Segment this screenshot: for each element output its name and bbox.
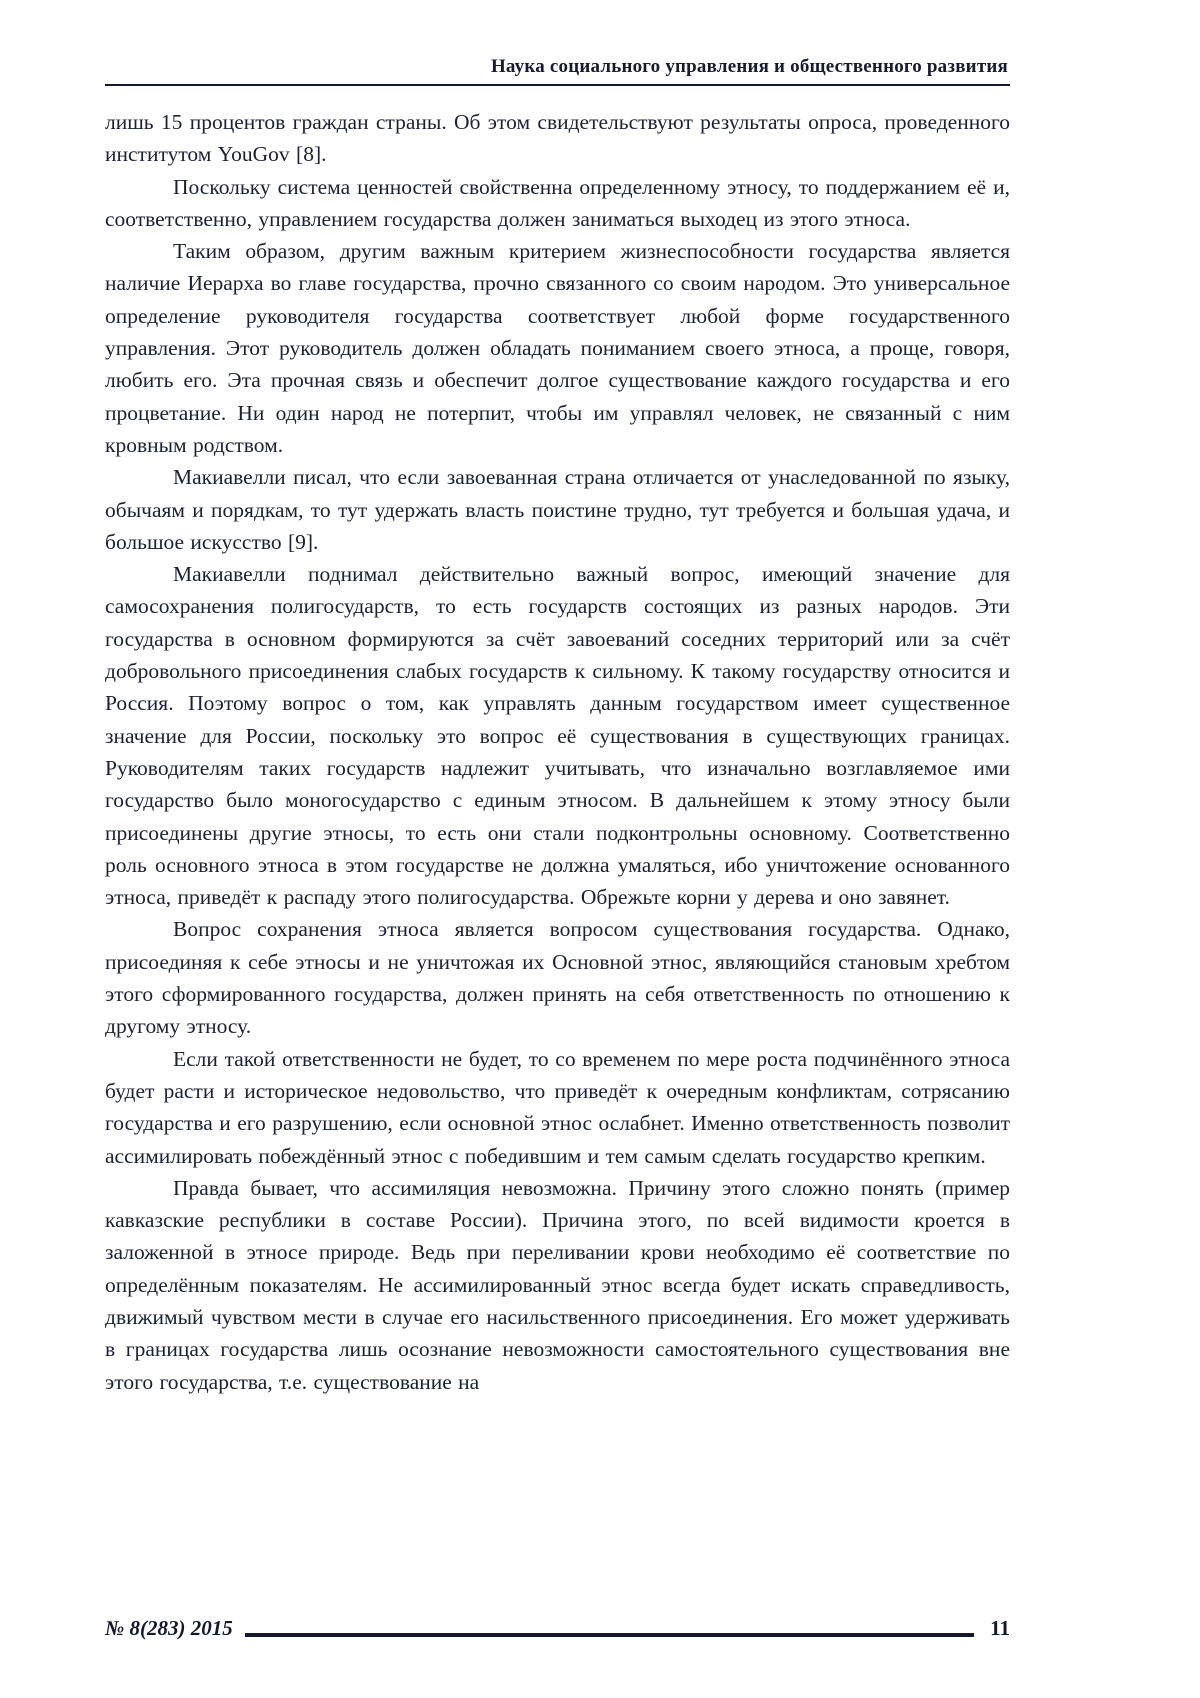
page-footer: [105, 1616, 1010, 1641]
body-paragraph: Вопрос сохранения этноса является вопросом существования государства. Однако, присоединяя к себе этносы и не уничтожая их Основной этнос, являющийся становым хребтом этого сформированного государства, должен принять на себя ответственность по отношению к другому этносу.: [105, 917, 1010, 1039]
body-paragraph: Таким образом, другим важным критерием жизнеспособности государства является наличие Иерарха во главе государства, прочно связанного со своим народом. Это универсальное определение руководителя государства соответствует любой форме государственного управления. Этот руководитель должен обладать пониманием своего этноса, а проще, говоря, любить его. Эта прочная связь и обеспечит долгое существование каждого государства и его процветание. Ни один народ не потерпит, чтобы им управлял человек, не связанный с ним кровным родством.: [105, 239, 1010, 457]
body-paragraph: Макиавелли поднимал действительно важный вопрос, имеющий значение для самосохранения полигосударств, то есть государств состоящих из разных народов. Эти государства в основном формируются за счёт завоеваний соседних территорий или за счёт добровольного присоединения слабых государств к сильному. К такому государству относится и Россия. Поэтому вопрос о том, как управлять данным государством имеет существенное значение для России, поскольку это вопрос её существования в существующих границах. Руководителям таких государств надлежит учитывать, что изначально возглавляемое ими государство было моногосударство с единым этносом. В дальнейшем к этому этносу были присоединены другие этносы, то есть они стали подконтрольны основному. Соответственно роль основного этноса в этом государстве не должна умаляться, ибо уничтожение основанного этноса, приведёт к распаду этого полигосударства. Обрежьте корни у дерева и оно завянет.: [105, 562, 1010, 910]
page-content: [105, 56, 1010, 1398]
body-paragraph: Если такой ответственности не будет, то со временем по мере роста подчинённого этноса будет расти и историческое недовольство, что приведёт к очередным конфликтам, сотрясанию государства и его разрушению, если основной этнос ослабнет. Именно ответственность позволит ассимилировать побеждённый этнос с победившим и тем самым сделать государство крепким.: [105, 1046, 1010, 1168]
footer-rule: [245, 1633, 974, 1637]
header-rule: [105, 84, 1010, 86]
body-paragraph: лишь 15 процентов граждан страны. Об этом свидетельствуют результаты опроса, проведенного институтом YouGov [8].: [105, 110, 1010, 167]
body-paragraph: Правда бывает, что ассимиляция невозможна. Причину этого сложно понять (пример кавказские республики в составе России). Причина этого, по всей видимости кроется в заложенной в этносе природе. Ведь при переливании крови необходимо её соответствие по определённым показателям. Не ассимилированный этнос всегда будет искать справедливость, движимый чувством мести в случае его насильственного присоединения. Его может удерживать в границах государства лишь осознание невозможности самостоятельного существования вне этого государства, т.е. существование на: [105, 1175, 1010, 1394]
body-text: [105, 106, 1010, 1398]
body-paragraph: Поскольку система ценностей свойственна определенному этносу, то поддержанием её и, соответственно, управлением государства должен заниматься выходец из этого этноса.: [105, 174, 1010, 231]
running-header-title: Наука социального управления и общественного развития: [490, 56, 1008, 77]
footer-issue-label: № 8(283) 2015: [105, 1616, 233, 1640]
body-paragraph: Макиавелли писал, что если завоеванная страна отличается от унаследованной по языку, обычаям и порядкам, то тут удержать власть поистине трудно, тут требуется и большая удача, и большое искусство [9].: [105, 465, 1010, 554]
footer-page-number: 11: [990, 1616, 1010, 1640]
